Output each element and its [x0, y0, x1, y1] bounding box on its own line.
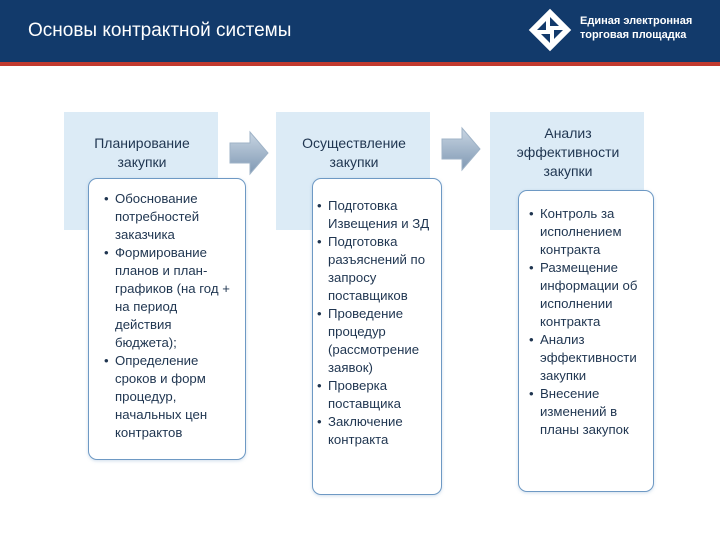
stage-title-planning: Планирование закупки	[94, 135, 190, 170]
diamond-logo-icon	[528, 8, 572, 52]
page-title: Основы контрактной системы	[28, 20, 292, 41]
detail-card-planning	[88, 178, 246, 460]
list-item: • Подготовка Извещения и ЗД	[317, 197, 435, 233]
logo-text	[580, 14, 692, 42]
list-item: • Обоснование потребностей заказчика	[104, 190, 237, 244]
detail-card-analysis	[518, 190, 654, 492]
list-item: • Контроль за исполнением контракта	[529, 205, 647, 259]
list-item: • Определение сроков и форм процедур, начальных цен контрактов	[104, 352, 237, 442]
list-item: • Формирование планов и план-графиков (на год + на период действия бюджета);	[104, 244, 237, 352]
stage-title-execution: Осуществление закупки	[302, 135, 406, 170]
logo-text-line-1: Единая электронная	[580, 15, 693, 27]
stage-title-analysis: Анализ эффективности закупки	[516, 125, 620, 179]
list-item: • Подготовка разъяснений по запросу поставщиков	[317, 233, 435, 305]
list-item: • Проверка поставщика	[317, 377, 435, 413]
chevron-right-arrow-icon	[228, 130, 270, 176]
list-item: • Заключение контракта	[317, 413, 435, 449]
list-item: • Проведение процедур (рассмотрение заявок)	[317, 305, 435, 377]
list-item: • Внесение изменений в планы закупок	[529, 385, 647, 439]
list-item: • Анализ эффективности закупки	[529, 331, 647, 385]
detail-card-execution	[312, 178, 442, 495]
logo-text-line-2: торговая площадка	[580, 29, 687, 41]
header-bar	[0, 0, 720, 66]
list-item: • Размещение информации об исполнении контракта	[529, 259, 647, 331]
chevron-right-arrow-icon	[440, 126, 482, 172]
